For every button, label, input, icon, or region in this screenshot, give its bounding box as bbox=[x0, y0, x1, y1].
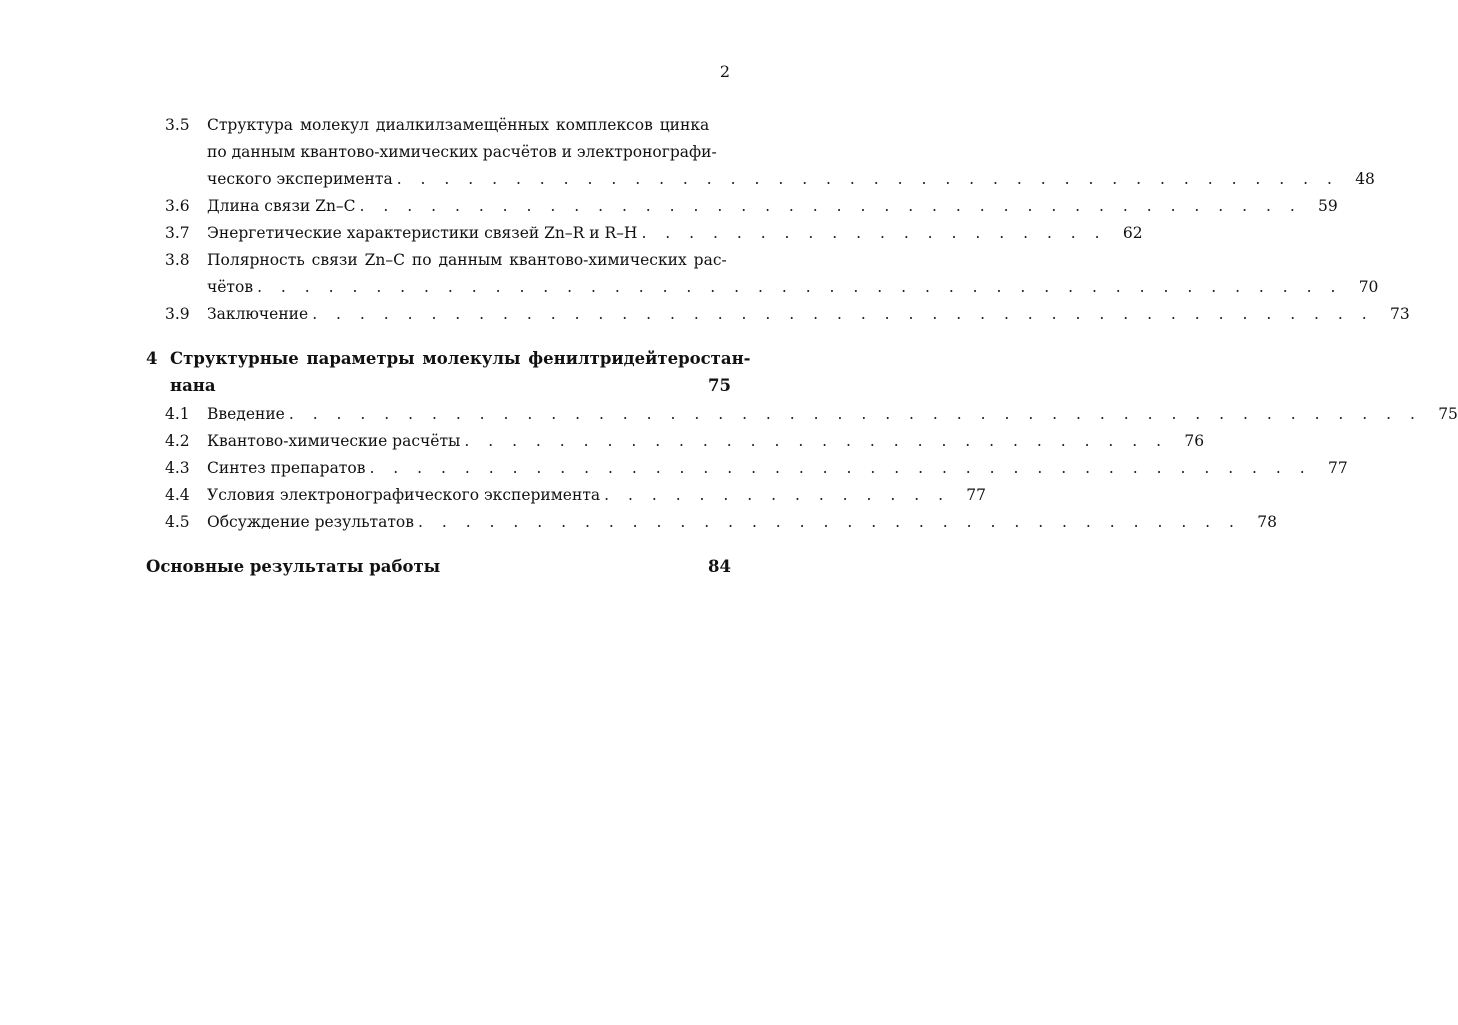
toc-section-number: 4.4 bbox=[165, 486, 190, 504]
toc-entry-title: Заключение bbox=[207, 305, 309, 323]
toc-section-number: 3.8 bbox=[165, 251, 190, 269]
toc-entry-title: Квантово-химические расчёты bbox=[207, 432, 461, 450]
toc-page-number: 62 bbox=[1122, 224, 1143, 242]
toc-chapter-number: 4 bbox=[146, 349, 158, 368]
toc-entry-title: чётов bbox=[207, 278, 254, 296]
dot-leader: . . . . . . . . . . . . . . . . . . . . . . . . . . . . . . . . . . . bbox=[417, 513, 1241, 531]
toc-chapter-4-line-1[interactable] bbox=[146, 348, 751, 370]
toc-main-results[interactable] bbox=[146, 556, 731, 578]
toc-page-number: 48 bbox=[1355, 170, 1375, 188]
toc-page-number: 76 bbox=[1184, 432, 1205, 450]
toc-entry-3-8-line-1[interactable] bbox=[207, 249, 731, 271]
toc-entry-3-8-line-2[interactable] bbox=[207, 276, 1379, 298]
dot-leader: . . . . . . . . . . . . . . . . . . . . . . . . . . . . . . bbox=[464, 432, 1169, 450]
toc-page-number: 75 bbox=[708, 376, 731, 395]
toc-entry-3-7[interactable] bbox=[207, 222, 1143, 244]
toc-section-number: 4.3 bbox=[165, 459, 190, 477]
toc-section-number: 4.2 bbox=[165, 432, 190, 450]
toc-entry-title: Введение bbox=[207, 405, 285, 423]
dot-leader: . . . . . . . . . . . . . . . . . . . . . . . . . . . . . . . . . . . . . . . . . . . . . bbox=[312, 305, 1374, 323]
toc-entry-title: Энергетические характеристики связей Zn–R и R–H bbox=[207, 224, 638, 242]
toc-entry-title: Условия электронографического эксперимента bbox=[207, 486, 601, 504]
toc-entry-3-6[interactable] bbox=[207, 195, 1338, 217]
toc-page-number: 78 bbox=[1257, 513, 1277, 531]
dot-leader: . . . . . . . . . . . . . . . bbox=[604, 486, 951, 504]
toc-entry-3-5-line-1[interactable] bbox=[207, 114, 731, 136]
dot-leader: . . . . . . . . . . . . . . . . . . . . . . . . . . . . . . . . . . . . . . . . bbox=[396, 170, 1339, 188]
dot-leader: . . . . . . . . . . . . . . . . . . . . . . . . . . . . . . . . . . . . . . . . . . . . . . . . bbox=[288, 405, 1422, 423]
toc-entry-title: Полярность связи Zn–C по данным квантово-химических рас- bbox=[207, 251, 727, 269]
toc-entry-3-5-line-3[interactable] bbox=[207, 168, 1375, 190]
toc-section-number: 3.9 bbox=[165, 305, 190, 323]
toc-page-number: 73 bbox=[1389, 305, 1410, 323]
toc-chapter-title: Основные результаты работы bbox=[146, 557, 441, 576]
toc-entry-title: Структура молекул диалкилзамещённых комплексов цинка bbox=[207, 116, 710, 134]
toc-chapter-title: нана bbox=[170, 376, 216, 395]
toc-entry-title: по данным квантово-химических расчётов и электронографи- bbox=[207, 143, 717, 161]
toc-page-number: 70 bbox=[1358, 278, 1379, 296]
dot-leader: . . . . . . . . . . . . . . . . . . . . bbox=[641, 224, 1107, 242]
toc-entry-4-2[interactable] bbox=[207, 430, 1205, 452]
toc-chapter-title: Структурные параметры молекулы фенилтридейтеростан- bbox=[170, 349, 751, 368]
page-number: 2 bbox=[719, 62, 730, 81]
toc-page-number: 77 bbox=[966, 486, 987, 504]
toc-section-number: 3.5 bbox=[165, 116, 190, 134]
toc-page-number: 84 bbox=[708, 557, 731, 576]
toc-entry-4-4[interactable] bbox=[207, 484, 987, 506]
toc-entry-title: Обсуждение результатов bbox=[207, 513, 414, 531]
toc-entry-4-5[interactable] bbox=[207, 511, 1277, 533]
toc-page-number: 59 bbox=[1318, 197, 1338, 215]
toc-page-number: 77 bbox=[1327, 459, 1348, 477]
toc-entry-title: Синтез препаратов bbox=[207, 459, 366, 477]
toc-entry-title: ческого эксперимента bbox=[207, 170, 393, 188]
dot-leader: . . . . . . . . . . . . . . . . . . . . . . . . . . . . . . . . . . . . . . . . bbox=[359, 197, 1302, 215]
toc-section-number: 3.7 bbox=[165, 224, 190, 242]
dot-leader: . . . . . . . . . . . . . . . . . . . . . . . . . . . . . . . . . . . . . . . . . . . . . . bbox=[257, 278, 1343, 296]
toc-section-number: 4.5 bbox=[165, 513, 190, 531]
toc-section-number: 4.1 bbox=[165, 405, 190, 423]
toc-entry-4-1[interactable] bbox=[207, 403, 1458, 425]
toc-page-number: 75 bbox=[1438, 405, 1458, 423]
toc-chapter-4-line-2[interactable] bbox=[146, 375, 731, 397]
toc-entry-3-5-line-2[interactable] bbox=[207, 141, 731, 163]
toc-entry-title: Длина связи Zn–C bbox=[207, 197, 356, 215]
toc-section-number: 3.6 bbox=[165, 197, 190, 215]
dot-leader: . . . . . . . . . . . . . . . . . . . . . . . . . . . . . . . . . . . . . . . . bbox=[369, 459, 1312, 477]
toc-entry-4-3[interactable] bbox=[207, 457, 1348, 479]
toc-entry-3-9[interactable] bbox=[207, 303, 1410, 325]
